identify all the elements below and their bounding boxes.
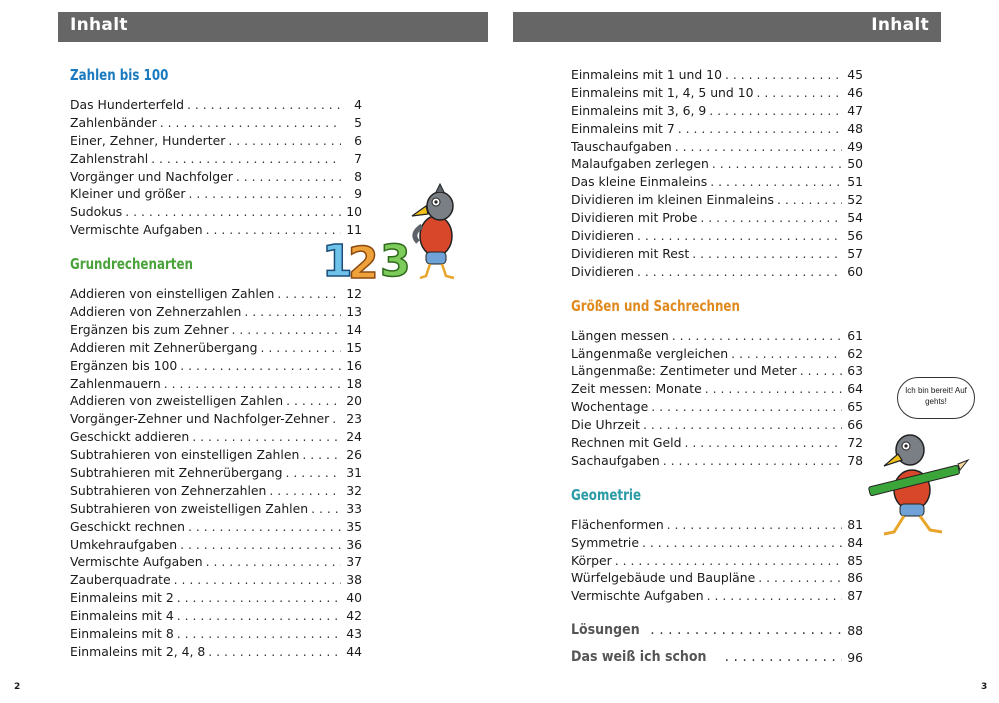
toc-entry-page: 31 (346, 465, 362, 481)
toc-entry-label: Zeit messen: Monate (571, 381, 702, 397)
toc-entry (571, 263, 863, 281)
toc-list (571, 66, 863, 281)
toc-entry-label: Flächenformen (571, 516, 664, 532)
digit-2: 2 (348, 238, 379, 282)
toc-entry (70, 303, 362, 321)
toc-leader-dots (756, 84, 842, 102)
toc-leader-dots (180, 357, 341, 375)
section-title: Größen und Sachrechnen (571, 296, 740, 315)
toc-entry-label: Einmaleins mit 1 und 10 (571, 66, 722, 82)
toc-entry-page: 13 (346, 304, 362, 319)
toc-entry (70, 410, 362, 428)
toc-leader-dots (642, 534, 842, 552)
toc-entry-page: 86 (847, 570, 863, 586)
toc-entry-label: Zahlenmauern (70, 375, 161, 391)
digit-1: 1 (322, 236, 353, 282)
toc-entry (571, 398, 863, 416)
header-title-left: Inhalt (70, 15, 128, 35)
toc-leader-dots (286, 392, 341, 410)
toc-entry-page: 18 (346, 375, 362, 391)
toc-entry-label: Addieren mit Zehnerübergang (70, 339, 258, 355)
toc-entry (70, 625, 362, 643)
toc-entry-label: Subtrahieren von einstelligen Zahlen (70, 447, 300, 463)
toc-entry-label: Addieren von einstelligen Zahlen (70, 286, 275, 302)
toc-entry-page: 61 (847, 327, 863, 343)
toc-entry-label: Vermischte Aufgaben (571, 588, 704, 604)
crow-with-numbers-illustration (318, 176, 470, 282)
toc-leader-dots (269, 482, 341, 500)
toc-entry-page: 26 (346, 447, 362, 463)
toc-entry (70, 96, 362, 114)
toc-leader-dots (208, 643, 341, 661)
toc-entry-page: 52 (847, 192, 863, 208)
toc-entry-page: 5 (354, 114, 362, 130)
toc-entry-label: Addieren von Zehnerzahlen (70, 304, 242, 319)
digit-3: 3 (380, 236, 411, 282)
toc-leader-dots (651, 398, 842, 416)
toc-entry-page: 63 (847, 363, 863, 379)
toc-leader-dots (758, 569, 842, 587)
toc-entry (70, 446, 362, 464)
toc-entry-page: 88 (847, 623, 863, 639)
toc-entry-page: 50 (847, 156, 863, 172)
toc-entry-label: Vorgänger-Zehner und Nachfolger-Zehner (70, 411, 330, 427)
toc-leader-dots (663, 452, 842, 470)
toc-entry (70, 607, 362, 625)
toc-entry (571, 434, 863, 452)
toc-list (571, 617, 863, 671)
toc-entry (70, 357, 362, 375)
toc-entry-page: 33 (346, 500, 362, 516)
toc-entry (571, 227, 863, 245)
toc-entry-label: Dividieren im kleinen Einmaleins (571, 192, 774, 208)
header-bar-right (513, 12, 941, 42)
toc-leader-dots (650, 617, 842, 644)
toc-leader-dots (188, 518, 341, 536)
toc-list (70, 285, 362, 661)
toc-entry-label: Sachaufgaben (571, 452, 660, 468)
toc-entry-page: 65 (847, 399, 863, 415)
toc-entry-page: 87 (847, 588, 863, 604)
toc-entry (571, 644, 863, 671)
toc-entry-page: 14 (346, 321, 362, 337)
toc-leader-dots (244, 303, 341, 321)
toc-entry (571, 452, 863, 470)
toc-leader-dots (302, 446, 341, 464)
toc-entry (70, 571, 362, 589)
toc-entry (571, 416, 863, 434)
toc-entry-label: Ergänzen bis zum Zehner (70, 321, 229, 337)
toc-leader-dots (311, 500, 341, 518)
toc-entry-page: 96 (847, 650, 863, 666)
toc-entry-label: Körper (571, 552, 612, 568)
toc-entry-label: Umkehraufgaben (70, 536, 178, 552)
toc-entry-label: Rechnen mit Geld (571, 435, 682, 451)
toc-entry-page: 12 (346, 286, 362, 302)
speech-bubble-text: Ich bin bereit! Auf gehts! (905, 386, 967, 406)
toc-entry-page: 11 (346, 222, 362, 238)
toc-entry (70, 643, 362, 661)
toc-entry (571, 587, 863, 605)
toc-entry-label: Dividieren (571, 228, 634, 243)
toc-entry-page: 64 (847, 381, 863, 397)
toc-leader-dots (206, 553, 341, 571)
toc-entry (70, 553, 362, 571)
toc-leader-dots (637, 263, 842, 281)
toc-entry (571, 155, 863, 173)
toc-right-column (571, 66, 863, 671)
toc-entry (571, 191, 863, 209)
toc-entry-page: 78 (847, 452, 863, 468)
toc-entry-label: Subtrahieren von zweistelligen Zahlen (70, 500, 309, 516)
page-number-left: 2 (14, 682, 21, 692)
toc-entry-label: Dividieren mit Rest (571, 245, 690, 261)
speech-bubble (897, 377, 975, 419)
toc-entry (571, 138, 863, 156)
toc-leader-dots (277, 285, 341, 303)
toc-entry (571, 102, 863, 120)
toc-entry (571, 209, 863, 227)
toc-entry-label: Einmaleins mit 2 (70, 590, 174, 606)
toc-entry (571, 173, 863, 191)
toc-entry-page: 9 (354, 186, 362, 202)
toc-entry-page: 84 (847, 534, 863, 550)
toc-entry-page: 56 (847, 228, 863, 243)
toc-entry-label: Dividieren (571, 263, 634, 279)
toc-leader-dots (678, 120, 842, 138)
toc-entry-page: 40 (346, 590, 362, 606)
toc-leader-dots (177, 625, 341, 643)
toc-entry (70, 482, 362, 500)
toc-leader-dots (709, 102, 842, 120)
toc-entry-label: Wochentage (571, 399, 649, 415)
section-title: Zahlen bis 100 (70, 66, 169, 84)
toc-entry-page: 45 (847, 66, 863, 82)
toc-left-column (70, 64, 362, 661)
toc-entry (70, 464, 362, 482)
toc-entry (70, 500, 362, 518)
toc-entry-label: Vorgänger und Nachfolger (70, 168, 233, 184)
toc-entry (571, 534, 863, 552)
section-title: Grundrechenarten (70, 255, 194, 274)
toc-list (571, 327, 863, 470)
toc-entry (571, 552, 863, 570)
toc-leader-dots (232, 321, 341, 339)
toc-entry-page: 8 (354, 168, 362, 184)
toc-entry-page: 81 (847, 516, 863, 532)
toc-leader-dots (800, 362, 842, 380)
toc-leader-dots (261, 339, 341, 357)
toc-entry (571, 120, 863, 138)
toc-entry-page: 38 (346, 572, 362, 588)
toc-entry (70, 114, 362, 132)
toc-entry-page: 60 (847, 263, 863, 279)
toc-entry (70, 536, 362, 554)
toc-entry (571, 66, 863, 84)
toc-entry-label: Längenmaße vergleichen (571, 345, 729, 361)
toc-entry (571, 345, 863, 363)
toc-leader-dots (286, 464, 341, 482)
toc-leader-dots (675, 138, 842, 156)
toc-entry-page: 20 (346, 393, 362, 409)
toc-entry-page: 24 (346, 429, 362, 445)
toc-entry-page: 6 (354, 132, 362, 148)
toc-leader-dots (643, 416, 842, 434)
toc-entry (70, 132, 362, 150)
toc-leader-dots (725, 66, 842, 84)
toc-entry-page: 47 (847, 102, 863, 118)
toc-entry-label: Längen messen (571, 327, 669, 343)
toc-leader-dots (684, 434, 842, 452)
toc-leader-dots (710, 173, 842, 191)
toc-leader-dots (637, 227, 842, 245)
toc-entry (70, 392, 362, 410)
toc-entry-page: 72 (847, 435, 863, 451)
toc-leader-dots (174, 571, 341, 589)
toc-leader-dots (672, 327, 842, 345)
toc-entry-label: Einmaleins mit 1, 4, 5 und 10 (571, 84, 754, 100)
toc-entry-label: Ergänzen bis 100 (70, 357, 178, 373)
toc-entry-page: 66 (847, 417, 863, 433)
toc-entry (571, 362, 863, 380)
toc-entry-page: 57 (847, 245, 863, 261)
toc-leader-dots (177, 607, 341, 625)
toc-entry-page: 49 (847, 138, 863, 154)
toc-entry-label: Einmaleins mit 8 (70, 626, 174, 642)
toc-entry-page: 32 (346, 482, 362, 498)
toc-entry (571, 84, 863, 102)
toc-entry (70, 321, 362, 339)
toc-entry-label: Zahlenstrahl (70, 150, 149, 166)
toc-leader-dots (707, 587, 842, 605)
toc-entry-page: 85 (847, 552, 863, 568)
toc-entry-label: Einmaleins mit 7 (571, 120, 675, 136)
toc-entry-label: Einer, Zehner, Hunderter (70, 132, 226, 148)
toc-entry-page: 7 (354, 150, 362, 166)
toc-entry-label: Würfelgebäude und Baupläne (571, 570, 756, 586)
toc-leader-dots (705, 380, 842, 398)
toc-entry-label: Malaufgaben zerlegen (571, 156, 709, 172)
toc-entry-label: Addieren von zweistelligen Zahlen (70, 393, 284, 409)
toc-entry-page: 15 (346, 339, 362, 355)
toc-leader-dots (180, 536, 341, 554)
toc-entry-label: Das kleine Einmaleins (571, 174, 708, 190)
toc-leader-dots (712, 155, 842, 173)
toc-leader-dots (187, 96, 341, 114)
page-number-right: 3 (981, 682, 988, 692)
toc-list (571, 516, 863, 605)
toc-entry-label: Kleiner und größer (70, 186, 186, 202)
toc-entry-page: 10 (346, 204, 362, 220)
toc-entry-label: Zahlenbänder (70, 114, 157, 130)
toc-entry (70, 428, 362, 446)
toc-entry-label: Subtrahieren mit Zehnerübergang (70, 465, 283, 481)
header-title-right: Inhalt (871, 15, 929, 35)
toc-entry-page: 46 (847, 84, 863, 100)
header-bar-left (58, 12, 488, 42)
toc-leader-dots (667, 516, 842, 534)
toc-entry (571, 327, 863, 345)
crow-with-pencil-illustration (860, 420, 970, 545)
toc-entry-label: Das Hunderterfeld (70, 96, 185, 112)
toc-entry-page: 36 (346, 536, 362, 552)
toc-leader-dots (151, 150, 341, 168)
toc-leader-dots (692, 245, 842, 263)
toc-entry-page: 35 (346, 518, 362, 534)
toc-leader-dots (731, 345, 842, 363)
toc-entry (571, 516, 863, 534)
section-title: Geometrie (571, 485, 642, 504)
toc-entry (70, 375, 362, 393)
toc-entry-page: 54 (847, 210, 863, 226)
toc-leader-dots (125, 203, 341, 221)
toc-leader-dots (192, 428, 341, 446)
toc-entry-label: Symmetrie (571, 534, 639, 550)
toc-entry-label: Dividieren mit Probe (571, 210, 698, 226)
toc-entry-page: 62 (847, 345, 863, 361)
toc-entry (70, 285, 362, 303)
toc-entry (70, 589, 362, 607)
toc-entry (571, 617, 863, 644)
toc-entry-label: Das weiß ich schon (571, 649, 707, 666)
toc-leader-dots (177, 589, 341, 607)
toc-entry-label: Die Uhrzeit (571, 417, 640, 433)
toc-entry-label: Subtrahieren von Zehnerzahlen (70, 482, 267, 498)
toc-entry-label: Geschickt rechnen (70, 518, 186, 534)
toc-entry-page: 37 (346, 554, 362, 570)
toc-entry (571, 245, 863, 263)
toc-entry-label: Geschickt addieren (70, 429, 190, 445)
toc-leader-dots (725, 644, 842, 671)
toc-leader-dots (615, 552, 842, 570)
toc-entry-page: 23 (346, 411, 362, 427)
toc-entry-page: 16 (346, 357, 362, 373)
toc-entry-label: Tauschaufgaben (571, 138, 672, 154)
toc-entry-page: 43 (346, 626, 362, 642)
toc-entry-label: Einmaleins mit 2, 4, 8 (70, 643, 206, 659)
toc-leader-dots (332, 410, 341, 428)
toc-entry-label: Sudokus (70, 204, 123, 220)
toc-entry (571, 380, 863, 398)
toc-entry-label: Einmaleins mit 3, 6, 9 (571, 102, 707, 118)
toc-entry (70, 339, 362, 357)
toc-entry (70, 518, 362, 536)
toc-entry-page: 44 (346, 643, 362, 659)
toc-entry-label: Längenmaße: Zentimeter und Meter (571, 363, 797, 379)
toc-entry-page: 51 (847, 174, 863, 190)
toc-entry-label: Vermischte Aufgaben (70, 222, 203, 238)
toc-entry-label: Lösungen (571, 622, 640, 639)
toc-leader-dots (164, 375, 341, 393)
toc-entry-label: Einmaleins mit 4 (70, 608, 174, 624)
toc-leader-dots (228, 132, 341, 150)
toc-entry (70, 150, 362, 168)
toc-entry (571, 569, 863, 587)
toc-entry-page: 42 (346, 608, 362, 624)
toc-entry-page: 48 (847, 120, 863, 136)
toc-leader-dots (160, 114, 341, 132)
toc-leader-dots (777, 191, 842, 209)
toc-entry-label: Vermischte Aufgaben (70, 554, 203, 570)
toc-entry-page: 4 (354, 96, 362, 112)
toc-leader-dots (700, 209, 842, 227)
toc-entry-label: Zauberquadrate (70, 572, 171, 588)
